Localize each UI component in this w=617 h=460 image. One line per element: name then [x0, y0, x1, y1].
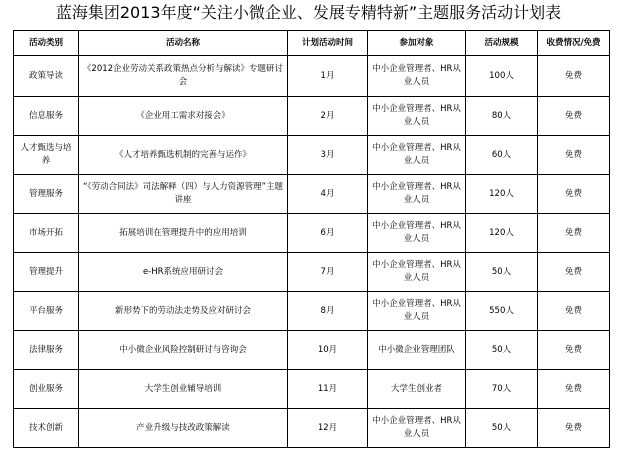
cell-name: 大学生创业辅导培训: [79, 370, 288, 409]
header-scale: 活动规模: [466, 31, 538, 56]
cell-scale: 50人: [466, 331, 538, 370]
cell-category: 市场开拓: [14, 214, 79, 253]
cell-category: 管理提升: [14, 253, 79, 292]
cell-time: 11月: [288, 370, 368, 409]
cell-name: 产业升级与技改政策解读: [79, 409, 288, 448]
cell-category: 信息服务: [14, 97, 79, 136]
header-target: 参加对象: [368, 31, 466, 56]
cell-time: 7月: [288, 253, 368, 292]
cell-name: e-HR系统应用研讨会: [79, 253, 288, 292]
cell-time: 2月: [288, 97, 368, 136]
cell-name: 新形势下的劳动法走势及应对研讨会: [79, 292, 288, 331]
cell-target: 中小微企业管理团队: [368, 331, 466, 370]
cell-fee: 免费: [538, 292, 610, 331]
cell-fee: 免费: [538, 175, 610, 214]
header-time: 计划活动时间: [288, 31, 368, 56]
cell-scale: 120人: [466, 175, 538, 214]
cell-fee: 免费: [538, 136, 610, 175]
cell-target: 中小企业管理者、HR从业人员: [368, 97, 466, 136]
cell-category: 技术创新: [14, 409, 79, 448]
table-row: [14, 292, 610, 331]
table-row: [14, 214, 610, 253]
cell-fee: 免费: [538, 409, 610, 448]
cell-category: 法律服务: [14, 331, 79, 370]
cell-name: “《劳动合同法》司法解释（四）与人力资源管理”主题讲座: [79, 175, 288, 214]
cell-fee: 免费: [538, 331, 610, 370]
cell-scale: 50人: [466, 409, 538, 448]
cell-name: 中小微企业风险控制研讨与咨询会: [79, 331, 288, 370]
table-header-row: [14, 31, 610, 56]
cell-scale: 50人: [466, 253, 538, 292]
cell-target: 中小企业管理者、HR从业人员: [368, 136, 466, 175]
cell-fee: 免费: [538, 253, 610, 292]
table-row: [14, 409, 610, 448]
cell-name: 《2012企业劳动关系政策热点分析与解读》专题研讨会: [79, 56, 288, 97]
cell-time: 1月: [288, 56, 368, 97]
cell-category: 平台服务: [14, 292, 79, 331]
cell-target: 大学生创业者: [368, 370, 466, 409]
cell-scale: 70人: [466, 370, 538, 409]
cell-category: 政策导读: [14, 56, 79, 97]
cell-target: 中小企业管理者、HR从业人员: [368, 292, 466, 331]
cell-time: 3月: [288, 136, 368, 175]
cell-target: 中小企业管理者、HR从业人员: [368, 214, 466, 253]
cell-fee: 免费: [538, 214, 610, 253]
cell-category: 人才甄选与培养: [14, 136, 79, 175]
table-row: [14, 56, 610, 97]
cell-fee: 免费: [538, 97, 610, 136]
cell-time: 10月: [288, 331, 368, 370]
table-row: [14, 370, 610, 409]
table-row: [14, 97, 610, 136]
cell-category: 管理服务: [14, 175, 79, 214]
table-row: [14, 175, 610, 214]
page-title: 蓝海集团2013年度“关注小微企业、发展专精特新”主题服务活动计划表: [55, 3, 562, 22]
cell-name: 《企业用工需求对接会》: [79, 97, 288, 136]
header-category: 活动类别: [14, 31, 79, 56]
cell-target: 中小企业管理者、HR从业人员: [368, 56, 466, 97]
cell-scale: 100人: [466, 56, 538, 97]
cell-scale: 550人: [466, 292, 538, 331]
table-row: [14, 253, 610, 292]
header-fee: 收费情况/免费: [538, 31, 610, 56]
cell-fee: 免费: [538, 56, 610, 97]
cell-scale: 120人: [466, 214, 538, 253]
cell-fee: 免费: [538, 370, 610, 409]
cell-time: 8月: [288, 292, 368, 331]
cell-name: 《人才培养甄选机制的完善与运作》: [79, 136, 288, 175]
table-row: [14, 136, 610, 175]
cell-scale: 60人: [466, 136, 538, 175]
table-row: [14, 331, 610, 370]
cell-scale: 80人: [466, 97, 538, 136]
cell-category: 创业服务: [14, 370, 79, 409]
cell-time: 6月: [288, 214, 368, 253]
cell-name: 拓展培训在管理提升中的应用培训: [79, 214, 288, 253]
header-name: 活动名称: [79, 31, 288, 56]
cell-time: 12月: [288, 409, 368, 448]
cell-target: 中小企业管理者、HR从业人员: [368, 175, 466, 214]
cell-target: 中小企业管理者、HR从业人员: [368, 409, 466, 448]
cell-target: 中小企业管理者、HR从业人员: [368, 253, 466, 292]
activity-plan-table: [13, 30, 610, 448]
cell-time: 4月: [288, 175, 368, 214]
